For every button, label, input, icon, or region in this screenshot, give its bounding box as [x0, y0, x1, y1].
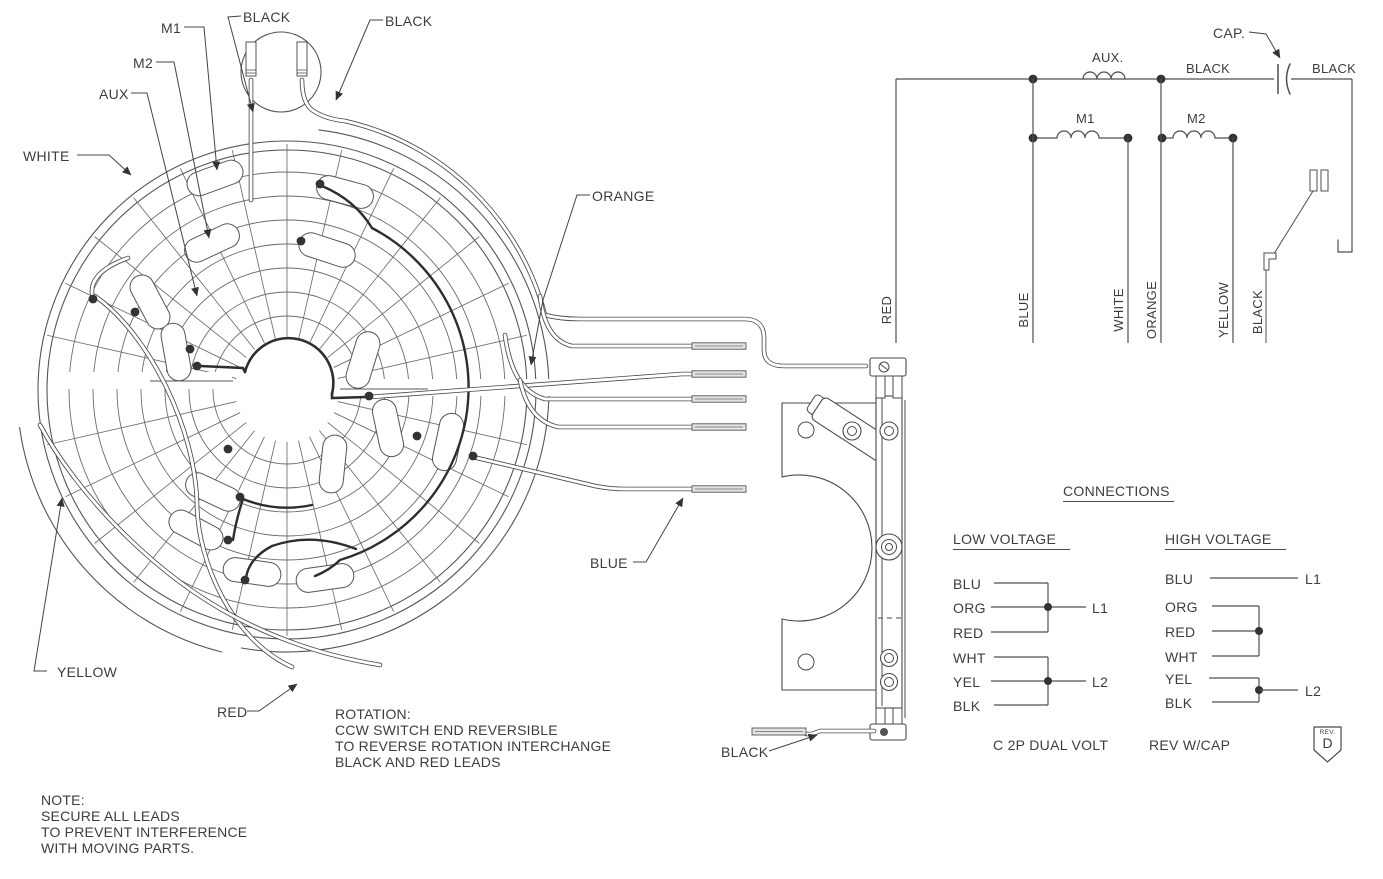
low-row-org: ORG — [953, 600, 986, 616]
rev-badge-letter: D — [1322, 735, 1333, 751]
label-m1: M1 — [161, 20, 182, 36]
secure-leads-note-line: NOTE: — [41, 792, 85, 808]
label-sch-black-top: BLACK — [1186, 61, 1231, 76]
label-yellow: YELLOW — [57, 664, 118, 680]
low-row-red: RED — [953, 625, 984, 641]
connections-title: CONNECTIONS — [1063, 483, 1174, 502]
high-l1: L1 — [1305, 571, 1322, 587]
label-black-top-left: BLACK — [243, 9, 291, 25]
rotation-note-line: CCW SWITCH END REVERSIBLE — [335, 722, 558, 738]
high-row-org: ORG — [1165, 599, 1198, 615]
label-wire-orange: ORANGE — [1144, 280, 1159, 340]
secure-leads-note-line: WITH MOVING PARTS. — [41, 840, 195, 856]
label-black-top-right: BLACK — [385, 13, 433, 29]
label-aux: AUX — [99, 86, 129, 102]
high-row-blu: BLU — [1165, 571, 1194, 587]
secure-leads-note-line: TO PREVENT INTERFERENCE — [41, 824, 248, 840]
low-row-blk: BLK — [953, 698, 981, 714]
high-voltage-caption: REV W/CAP — [1149, 737, 1231, 753]
label-wire-yellow: YELLOW — [1216, 282, 1231, 338]
label-sch-black-right: BLACK — [1312, 61, 1357, 76]
rotation-note-line: BLACK AND RED LEADS — [335, 754, 501, 770]
low-l1: L1 — [1092, 600, 1109, 616]
label-sch-aux: AUX. — [1092, 50, 1124, 65]
label-blue: BLUE — [590, 555, 628, 571]
high-row-red: RED — [1165, 624, 1196, 640]
high-l2: L2 — [1305, 683, 1322, 699]
high-row-yel: YEL — [1165, 671, 1193, 687]
low-row-yel: YEL — [953, 674, 981, 690]
label-sch-m1: M1 — [1076, 111, 1095, 126]
low-voltage-caption: C 2P DUAL VOLT — [993, 737, 1109, 753]
low-row-wht: WHT — [953, 650, 986, 666]
label-white: WHITE — [23, 148, 70, 164]
label-black-switch-lead: BLACK — [721, 744, 769, 760]
label-orange: ORANGE — [592, 188, 655, 204]
label-wire-red: RED — [879, 295, 894, 325]
secure-leads-note-line: SECURE ALL LEADS — [41, 808, 180, 824]
high-row-blk: BLK — [1165, 695, 1193, 711]
rotation-note-line: ROTATION: — [335, 706, 411, 722]
high-voltage-heading: HIGH VOLTAGE — [1165, 531, 1286, 550]
low-voltage-heading: LOW VOLTAGE — [953, 531, 1070, 550]
rotation-note — [335, 706, 611, 770]
label-wire-white: WHITE — [1111, 288, 1126, 332]
label-sch-m2: M2 — [1187, 111, 1206, 126]
label-wire-black: BLACK — [1250, 289, 1265, 335]
secure-leads-note — [41, 792, 247, 856]
low-row-blu: BLU — [953, 576, 982, 592]
high-row-wht: WHT — [1165, 649, 1198, 665]
label-red: RED — [217, 704, 248, 720]
label-m2: M2 — [133, 55, 154, 71]
label-cap: CAP. — [1213, 25, 1246, 41]
rev-badge-small: REV. — [1319, 729, 1336, 736]
low-l2: L2 — [1092, 674, 1109, 690]
label-wire-blue: BLUE — [1016, 292, 1031, 328]
rotation-note-line: TO REVERSE ROTATION INTERCHANGE — [335, 738, 612, 754]
